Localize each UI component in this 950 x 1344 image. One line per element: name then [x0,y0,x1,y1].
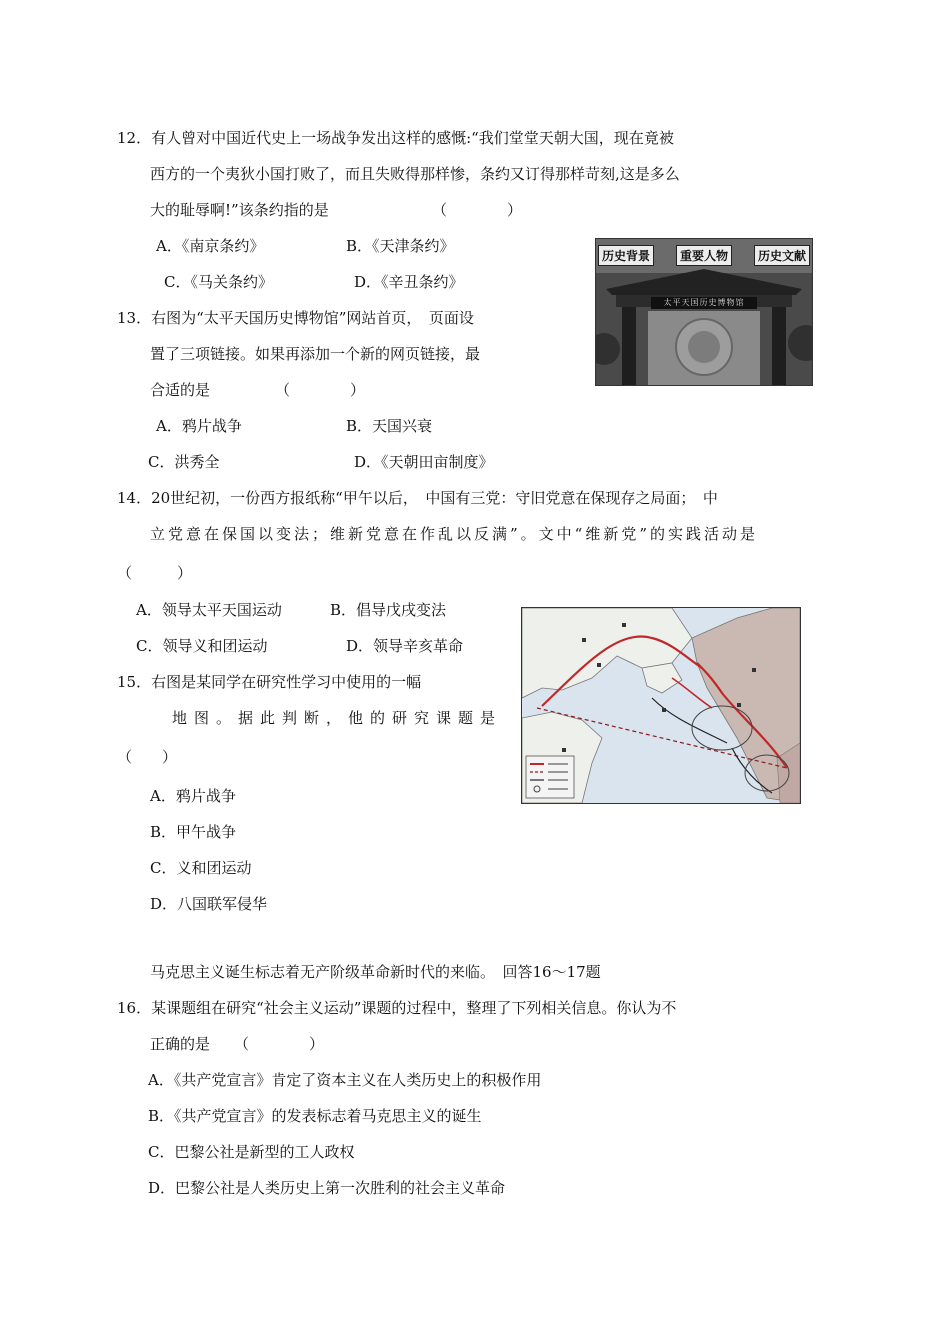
q14-line-1: 14．20世纪初，一份西方报纸称“甲午以后， 中国有三党：守旧党意在保现存之局面； 中 [117,489,718,507]
q13-line-2: 置了三项链接。如果再添加一个新的网页链接，最 [150,345,481,363]
q15-option-b: B．甲午战争 [150,823,237,841]
q16-option-b: B．《共产党宣言》的发表标志着马克思主义的诞生 [148,1107,482,1125]
q12-line-3: 大的耻辱啊!”该条约指的是 [150,201,329,219]
q15-line-1: 15．右图是某同学在研究性学习中使用的一幅 [117,673,422,691]
museum-plaque: 太平天国历史博物馆 [651,297,757,309]
museum-link-bar [598,245,810,266]
link-important-people: 重要人物 [676,245,732,266]
link-historical-documents: 历史文献 [754,245,810,266]
q16-answer-paren: （ ） [234,1035,325,1053]
q13-line-3: 合适的是 [150,381,211,399]
q13-answer-paren: （ ） [275,381,366,399]
q12-option-d: D．《辛丑条约》 [354,273,464,291]
q12-line-2: 西方的一个夷狄小国打败了，而且失败得那样惨，条约又订得那样苛刻,这是多么 [150,165,680,183]
q14-option-a: A．领导太平天国运动 [136,601,282,619]
q13-line-1: 13．右图为“太平天国历史博物馆”网站首页， 页面设 [117,309,474,327]
q12-option-c: C．《马关条约》 [164,273,273,291]
q13-option-d: D．《天朝田亩制度》 [354,453,494,471]
q12-option-a: A．《南京条约》 [156,237,265,255]
q14-option-d: D．领导辛亥革命 [346,637,464,655]
q16-option-a: A．《共产党宣言》肯定了资本主义在人类历史上的积极作用 [148,1071,542,1089]
q14-option-c: C．领导义和团运动 [136,637,268,655]
q15-answer-paren: （ ） [117,748,178,766]
q16-line-1: 16．某课题组在研究“社会主义运动”课题的过程中，整理了下列相关信息。你认为不 [117,999,677,1017]
q13-option-b: B．天国兴衰 [346,417,433,435]
q13-option-c: C．洪秀全 [148,453,220,471]
q12-option-b: B．《天津条约》 [346,237,455,255]
q16-option-d: D．巴黎公社是人类历史上第一次胜利的社会主义革命 [148,1179,506,1197]
war-map-image [521,607,801,804]
q13-option-a: A．鸦片战争 [156,417,242,435]
q12-answer-paren: （ ） [432,201,523,219]
q15-line-2: 地图。据此判断，他的研究课题是 [172,709,503,727]
museum-website-image [595,238,813,386]
q16-line-2: 正确的是 [150,1035,211,1053]
q14-line-2: 立党意在保国以变法；维新党意在作乱以反满”。文中“维新党”的实践活动是 [150,525,759,543]
q15-option-a: A．鸦片战争 [150,787,236,805]
q12-line-1: 12．有人曾对中国近代史上一场战争发出这样的感慨:“我们堂堂天朝大国，现在竟被 [117,129,674,147]
link-history-background: 历史背景 [598,245,654,266]
q14-option-b: B．倡导戊戌变法 [330,601,447,619]
q15-option-c: C．义和团运动 [150,859,252,877]
section-intro: 马克思主义诞生标志着无产阶级革命新时代的来临。 回答16～17题 [150,963,601,981]
q14-answer-paren: （ ） [117,564,193,582]
q15-option-d: D．八国联军侵华 [150,895,268,913]
q16-option-c: C．巴黎公社是新型的工人政权 [148,1143,355,1161]
